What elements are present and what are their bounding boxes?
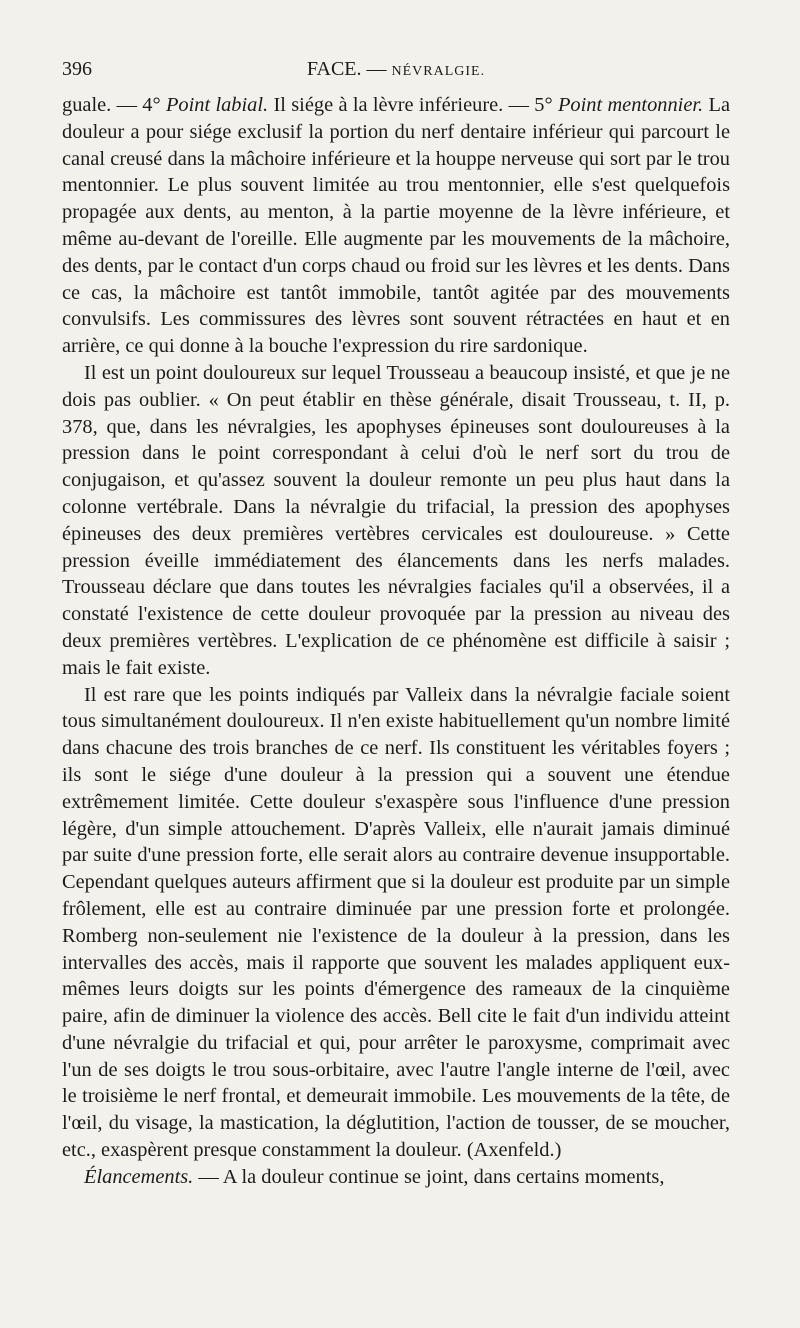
- body-text: [62, 92, 730, 1191]
- italic-heading-elancements: Élancements.: [84, 1165, 194, 1188]
- paragraph-text: Il siége à la lèvre inférieure. — 5°: [268, 94, 558, 116]
- page-number: 396: [62, 58, 92, 80]
- paragraph-trousseau: Il est un point douloureux sur lequel Trousseau a beaucoup insisté, et que je ne dois pas oublier. « On peut établir en thèse générale, disait Trousseau, t. II, p. 378, que, dans les névralgies, les apophyses épineuses sont douloureuses à la pression dans le point correspondant à celui d'où le nerf sort du trou de conjugaison, et qu'assez souvent la douleur remonte un peu plus haut dans la colonne vertébrale. Dans la névralgie du trifacial, la pression des apophyses épineuses des deux premières vertèbres cervicales est douloureuse. » Cette pression éveille immédiatement des élancements dans les nerfs malades. Trousseau déclare que dans toutes les névralgies faciales qu'il a observées, il a constaté l'existence de cette douleur provoquée par la pression au niveau des deux premières vertèbres. L'explication de ce phénomène est difficile à saisir ; mais le fait existe.: [62, 361, 730, 679]
- paragraph-text: La douleur a pour siége exclusif la portion du nerf dentaire inférieur qui parcourt le canal creusé dans la mâchoire inférieure et la houppe nerveuse qui sort par le trou mentonnier. Le plus souvent limitée au trou mentonnier, elle s'est quelquefois propagée aux dents, au menton, à la partie moyenne de la lèvre inférieure, et même au-devant de l'oreille. Elle augmente par les mouvements de la mâchoire, des dents, par le contact d'un corps chaud ou froid sur les lèvres et les dents. Dans ce cas, la mâchoire est tantôt immobile, tantôt agitée par des mouvements convulsifs. Les commissures des lèvres sont souvent rétractées en haut et en arrière, ce qui donne à la bouche l'expression du rire sardonique.: [62, 94, 730, 358]
- paragraph-text: guale. — 4°: [62, 94, 166, 116]
- running-header: [62, 58, 730, 92]
- paragraph-elancements: [62, 1164, 730, 1191]
- running-title: [62, 58, 730, 81]
- running-title-sub: NÉVRALGIE.: [391, 64, 486, 79]
- paragraph-valleix: Il est rare que les points indiqués par Valleix dans la névralgie faciale soient tous simultanément douloureux. Il n'en existe habituellement qu'un nombre limité dans chacune des trois branches de ce nerf. Ils constituent les véritables foyers ; ils sont le siége d'une douleur à la pression qui a souvent une étendue extrêmement limitée. Cette douleur s'exaspère sous l'influence d'une pression légère, d'un simple attouchement. D'après Valleix, elle n'aurait jamais diminué par suite d'une pression forte, elle serait alors au contraire devenue insupportable. Cependant quelques auteurs affirment que si la douleur est produite par un simple frôlement, elle est au contraire diminuée par une pression forte et prolongée. Romberg non-seulement nie l'existence de la douleur à la pression, dans les intervalles des accès, mais il rapporte que souvent les malades appliquent eux-mêmes leurs doigts sur les points d'émergence des rameaux de la cinquième paire, afin de diminuer la violence des accès. Bell cite le fait d'un individu atteint d'une névralgie du trifacial et qui, pour arrêter le paroxysme, comprimait avec l'un de ses doigts le trou sous-orbitaire, avec l'autre l'angle interne de l'œil, avec le troisième le nerf frontal, et demeurait immobile. Les mouvements de la tête, de l'œil, du visage, la mastication, la déglutition, l'action de tousser, de se moucher, etc., exaspèrent presque constamment la douleur. (Axenfeld.): [62, 683, 730, 1162]
- italic-heading-point-labial: Point labial.: [165, 94, 269, 116]
- paragraph-point-labial: [62, 92, 730, 360]
- running-title-dash: —: [361, 58, 392, 80]
- running-title-main: FACE.: [306, 58, 362, 80]
- italic-heading-point-mentonnier: Point mentonnier.: [557, 94, 704, 116]
- paragraph-text: — A la douleur continue se joint, dans certains moments,: [193, 1165, 665, 1188]
